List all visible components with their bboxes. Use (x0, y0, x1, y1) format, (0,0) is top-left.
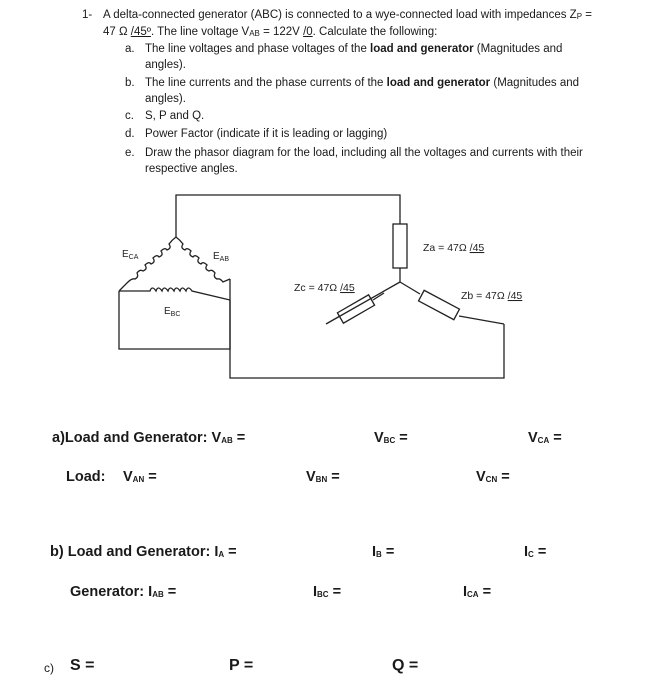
item-b-letter: b. (125, 77, 135, 89)
ibc-eq: = (328, 584, 342, 600)
vbn-label: V (306, 469, 316, 485)
zb-resistor (419, 290, 460, 319)
vbc-label: V (374, 430, 384, 446)
gen-label: Generator: I (70, 584, 153, 600)
item-a-post: (Magnitudes and (473, 43, 563, 55)
vbc-eq: = (395, 430, 408, 446)
intro-voltage-value: = 122V (259, 26, 304, 38)
ic-eq: = (533, 544, 547, 560)
vbn-sub: BN (315, 475, 328, 484)
intro-eq: = (582, 9, 592, 21)
za-resistor (393, 224, 407, 268)
item-e-letter: e. (125, 147, 135, 159)
intro-line-voltage: . The line voltage V (150, 26, 250, 38)
van-label: V (123, 469, 133, 485)
answer-a-prefix: a)Load and Generator: V (52, 430, 222, 446)
item-a-letter: a. (125, 43, 135, 55)
answer-a-vbc (374, 430, 408, 446)
ibc-sub: BC (317, 590, 329, 599)
iab-eq: = (163, 584, 177, 600)
answer-load-label: Load: (66, 469, 106, 485)
item-a-cont: angles). (145, 59, 186, 71)
item-b-bold: load and generator (386, 77, 491, 89)
item-b-cont: angles). (145, 93, 186, 105)
item-b-post: (Magnitudes and (490, 77, 580, 89)
item-e-cont: respective angles. (145, 163, 238, 175)
label-eca: $E_{CA}$ (122, 249, 139, 261)
wire-zb-in (400, 282, 420, 294)
label-za: Za = 47Ω /45 (423, 242, 485, 254)
answer-q: Q = (392, 657, 419, 674)
ica-label: I (463, 584, 468, 600)
answer-ic (524, 544, 546, 560)
ic-sub: C (528, 550, 534, 559)
answer-iab (70, 584, 176, 600)
ica-eq: = (478, 584, 492, 600)
ia-eq: = (224, 544, 237, 560)
van-eq: = (144, 469, 157, 485)
vab-sub: AB (221, 436, 233, 445)
item-a-pre: The line voltages and phase voltages of the (145, 43, 371, 55)
vcn-label: V (476, 469, 486, 485)
item-e-text: Draw the phasor diagram for the load, including all the voltages and currents with their (145, 147, 583, 159)
answer-vbn (306, 469, 340, 485)
vcn-eq: = (497, 469, 510, 485)
answer-b-prefix: b) Load and Generator: I (50, 544, 219, 560)
intro-angle: /45º (130, 26, 151, 38)
ia-sub: A (218, 550, 225, 559)
item-c-text: S, P and Q. (145, 110, 205, 122)
answer-b-ia (50, 544, 237, 560)
intro-tail: . Calculate the following: (312, 26, 438, 38)
answer-s: S = (70, 657, 95, 674)
vbn-eq: = (327, 469, 340, 485)
wire-top (176, 195, 400, 237)
vcn-sub: CN (485, 475, 498, 484)
answer-ica (463, 584, 491, 600)
answer-a-vab (52, 430, 245, 446)
wire-gen-box (119, 291, 230, 349)
intro-vab-sub: AB (249, 29, 260, 38)
ibc-label: I (313, 584, 318, 600)
intro-angle2: /0 (303, 26, 313, 38)
label-eab: $E_{AB}$ (213, 251, 230, 263)
item-d-letter: d. (125, 128, 135, 140)
label-zc: Zc = 47Ω /45 (294, 282, 355, 294)
intro-impedance: 47 Ω (103, 26, 131, 38)
ib-eq: = (381, 544, 395, 560)
intro-text: A delta-connected generator (ABC) is connected to a wye-connected load with impedances Z (103, 9, 577, 21)
ib-sub: B (376, 550, 382, 559)
answer-vcn (476, 469, 510, 485)
ib-label: I (372, 544, 377, 560)
intro-sub: P (576, 12, 583, 21)
ic-label: I (524, 544, 529, 560)
vab-eq: = (232, 430, 246, 446)
vca-sub: CA (537, 436, 550, 445)
answer-c-label: c) (44, 661, 54, 675)
van-sub: AN (132, 475, 145, 484)
answer-p: P = (229, 657, 254, 674)
vca-label: V (528, 430, 538, 446)
answer-ib (372, 544, 394, 560)
answer-van (123, 469, 157, 485)
item-c-letter: c. (125, 110, 134, 122)
item-a-bold: load and generator (370, 43, 474, 55)
coil-ebc (119, 288, 230, 300)
iab-sub: AB (152, 590, 164, 599)
vbc-sub: BC (383, 436, 396, 445)
vca-eq: = (549, 430, 562, 446)
label-ebc: $E_{BC}$ (164, 306, 181, 318)
item-d-text: Power Factor (indicate if it is leading or lagging) (145, 128, 388, 140)
item-b-pre: The line currents and the phase currents of the (145, 77, 387, 89)
wire-zb-out (459, 316, 504, 324)
answer-a-vca (528, 430, 562, 446)
coil-eca (119, 237, 176, 291)
ica-sub: CA (467, 590, 479, 599)
label-zb: Zb = 47Ω /45 (461, 290, 523, 302)
problem-number: 1- (82, 9, 93, 21)
answer-ibc (313, 584, 341, 600)
